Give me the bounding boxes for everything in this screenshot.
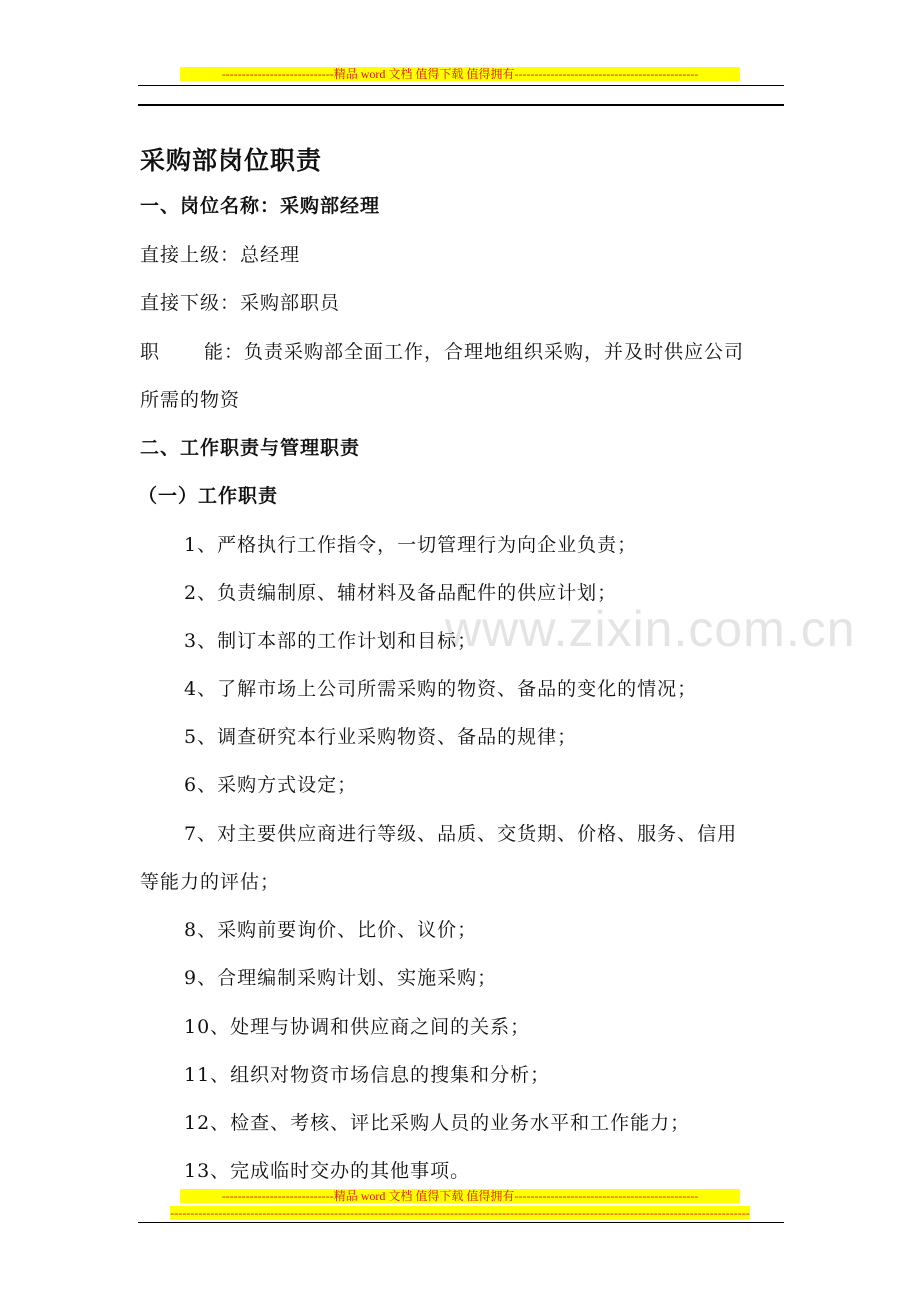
- list-item: 5、调查研究本行业采购物资、备品的规律；: [184, 726, 578, 748]
- function-text-line2: 所需的物资: [140, 389, 241, 411]
- direct-subordinate: 直接下级：采购部职员: [140, 292, 341, 314]
- watermark: www.zixin.com.cn: [445, 601, 856, 657]
- list-item-continuation: 等能力的评估；: [140, 871, 281, 893]
- function-text-line1: 能：负责采购部全面工作，合理地组织采购，并及时供应公司: [204, 341, 745, 363]
- section-heading-position: 一、岗位名称：采购部经理: [140, 195, 381, 217]
- direct-superior: 直接上级：总经理: [140, 244, 301, 266]
- list-item: 6、采购方式设定；: [184, 774, 358, 796]
- list-item: 1、严格执行工作指令，一切管理行为向企业负责；: [184, 534, 638, 556]
- list-item: 11、组织对物资市场信息的搜集和分析；: [184, 1064, 551, 1086]
- list-item: 7、对主要供应商进行等级、品质、交货期、价格、服务、信用: [184, 823, 738, 845]
- list-item: 8、采购前要询价、比价、议价；: [184, 919, 478, 941]
- section-heading-duties: 二、工作职责与管理职责: [140, 437, 361, 459]
- list-item: 3、制订本部的工作计划和目标；: [184, 630, 478, 652]
- header-rule-thin: [138, 85, 784, 86]
- list-item: 10、处理与协调和供应商之间的关系；: [184, 1016, 531, 1038]
- document-title: 采购部岗位职责: [140, 146, 323, 175]
- list-item: 4、了解市场上公司所需采购的物资、备品的变化的情况；: [184, 678, 698, 700]
- footer-dash-line: -------------------------------------------------------------------------------------------------------------------------------------------------: [170, 1206, 750, 1220]
- list-item: 2、负责编制原、辅材料及备品配件的供应计划；: [184, 582, 618, 604]
- footer-rule: [138, 1222, 784, 1223]
- list-item: 9、合理编制采购计划、实施采购；: [184, 967, 498, 989]
- header-banner: ----------------------------精品 word 文档 值得下载 值得拥有----------------------------------------------: [180, 67, 740, 81]
- function-label: 职: [140, 341, 161, 363]
- list-item: 12、检查、考核、评比采购人员的业务水平和工作能力；: [184, 1112, 691, 1134]
- header-rule-thick: [138, 104, 784, 106]
- subsection-heading-work-duties: （一）工作职责: [138, 485, 279, 507]
- list-item: 13、完成临时交办的其他事项。: [184, 1160, 471, 1182]
- footer-banner: ----------------------------精品 word 文档 值得下载 值得拥有----------------------------------------------: [180, 1189, 740, 1203]
